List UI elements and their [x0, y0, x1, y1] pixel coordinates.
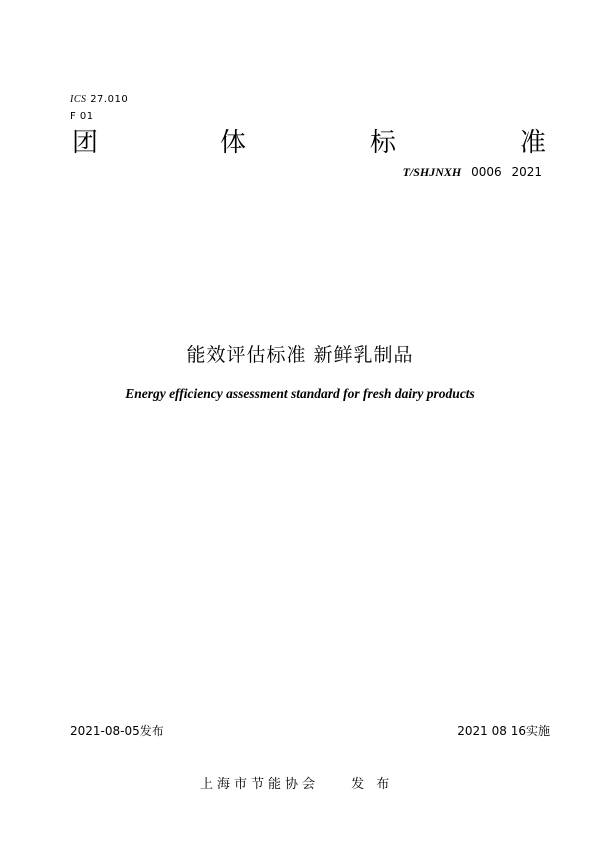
standard-type-char-4: 准 [520, 128, 547, 158]
ics-label: ICS [70, 94, 87, 105]
effective-date: 2021 08 16实施 [457, 724, 550, 738]
title-english: Energy efficiency assessment standard for fresh dairy products [125, 386, 475, 401]
publisher [200, 773, 393, 792]
standard-number-year: 2021 [511, 165, 542, 179]
publisher-action: 发 布 [351, 777, 394, 792]
standard-number [403, 165, 542, 180]
publisher-name: 上海市节能协会 [200, 777, 320, 792]
standard-number-prefix: T/SHJNXH [402, 165, 462, 179]
standard-type-char-2: 体 [220, 128, 247, 158]
ics-code-line [70, 94, 128, 105]
ics-code: 27.010 [90, 94, 129, 105]
title-chinese: 能效评估标准 新鲜乳制品 [186, 344, 414, 366]
standard-number-code: 0006 [471, 165, 502, 179]
standard-type-char-1: 团 [72, 128, 99, 158]
publish-date: 2021-08-05发布 [70, 724, 164, 738]
standard-type-char-3: 标 [370, 128, 397, 158]
classification-code: F 01 [70, 111, 94, 122]
